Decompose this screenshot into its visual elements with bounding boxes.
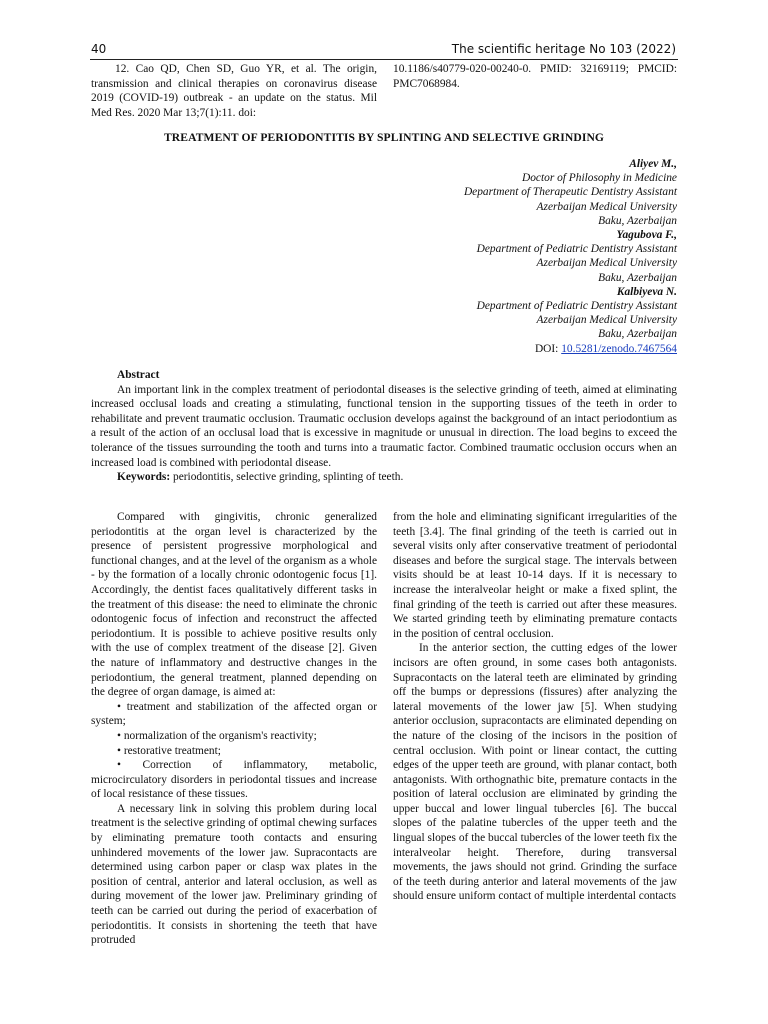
keywords-label: Keywords:: [117, 471, 171, 484]
body-paragraph: Compared with gingivitis, chronic generalized periodontitis at the organ level is characterized by the presence of persistent progressive morphological and functional changes, and at the level of the organism as a whole - by the formation of a locally chronic odontogenic focus [1]. Accordingly, the dentist faces qualitatively different tasks in the treatment of this disease: the need to eliminate the chronic odontogenic focus of infection and reconstruct the affected periodontium. It is possible to achieve positive results only with the use of complex treatment of the disease [2]. Given the nature of inflammatory and destructive changes in the periodontium, the general treatment, planned depending on the degree of organ damage, is aimed at:: [91, 511, 377, 699]
reference-left: 12. Cao QD, Chen SD, Guo YR, et al. The origin, transmission and clinical therapies on coronavirus disease 2019 (COVID-19) outbreak - an update on the status. Mil Med Res. 2020 Mar 13;7(1):11. doi:: [91, 63, 377, 119]
bullet-item: • Correction of inflammatory, metabolic, microcirculatory disorders in periodontal tissues and increase of local resistance of these tissues.: [91, 759, 377, 801]
author-name: Kalbiyeva N.: [616, 285, 677, 298]
body-right-column: [393, 510, 677, 904]
author-affiliation: Department of Pediatric Dentistry Assistant: [476, 300, 677, 313]
author-name: Yagubova F.,: [616, 229, 677, 242]
author-affiliation: Azerbaijan Medical University: [536, 257, 677, 270]
body-paragraph: A necessary link in solving this problem during local treatment is the selective grinding of optimal chewing surfaces by eliminating premature tooth contacts and ensuring unhindered movements of the lower jaw. Supracontacts are determined using carbon paper or clasp wax plates in the position of central, anterior and lateral occlusion, as well as during movement of the lower jaw. Preliminary grinding of teeth can be carried out during the period of exacerbation of periodontitis. It consists in shortening the teeth that have protruded: [91, 802, 377, 947]
journal-title: The scientific heritage No 103 (2022): [451, 42, 676, 56]
author-affiliation: Department of Pediatric Dentistry Assistant: [476, 243, 677, 256]
keywords-text: periodontitis, selective grinding, splinting of teeth.: [170, 471, 404, 484]
doi-line: [464, 342, 677, 356]
bullet-item: • treatment and stabilization of the affected organ or system;: [91, 700, 377, 728]
author-affiliation: Azerbaijan Medical University: [536, 200, 677, 213]
body-paragraph: from the hole and eliminating significant irregularities of the teeth [3.4]. The final grinding of the teeth is carried out in several visits only after conservative treatment of periodontal diseases and before the surgical stage. The intervals between visits should be at least 10-14 days. If it is necessary to increase the interalveolar height or make a fixed splint, the final grinding of the teeth is carried out after these measures. We started grinding teeth by eliminating premature contacts in the position of central occlusion.: [393, 511, 677, 640]
body-paragraph: In the anterior section, the cutting edges of the lower incisors are often ground, in some cases both antagonists. Supracontacts on the lateral teeth are eliminated by grinding off the bumps or depressions (fissures) after analyzing the lateral movements of the lower jaw [5]. When studying anterior occlusion, supracontacts are eliminated depending on the nature of the closing of the incisors in the position of central occlusion. With point or linear contact, the cutting edges of the upper teeth are ground, with planar contact, both antagonists. With orthognathic bite, premature contacts in the position of lateral occlusion are eliminated by grinding the upper buccal and lower lingual tubercles [6]. The buccal slopes of the palatine tubercles of the upper teeth and the lingual slopes of the buccal tubercles of the lower teeth fix the interalveolar height. Therefore, during transversal movements, the jaws should not grind. Grinding the surface of the teeth during anterior and lateral movements of the jaw should ensure uniform contact of multiple interdental contacts: [393, 642, 677, 903]
keywords-line: [91, 470, 677, 485]
author-affiliation: Baku, Azerbaijan: [598, 271, 677, 284]
reference-right: 10.1186/s40779-020-00240-0. PMID: 32169119; PMCID: PMC7068984.: [393, 63, 677, 90]
body-left-column: [91, 510, 377, 948]
abstract-section: [91, 368, 677, 485]
bullet-item: • restorative treatment;: [117, 744, 221, 757]
doi-label: DOI:: [534, 342, 562, 355]
author-affiliation: Doctor of Philosophy in Medicine: [521, 172, 677, 185]
author-block: [464, 157, 677, 356]
author-name: Aliyev M.,: [629, 158, 677, 170]
abstract-heading: Abstract: [117, 369, 160, 381]
author-affiliation: Baku, Azerbaijan: [598, 328, 677, 341]
bullet-item: • normalization of the organism's reactivity;: [117, 729, 317, 742]
author-affiliation: Azerbaijan Medical University: [536, 314, 677, 327]
author-affiliation: Baku, Azerbaijan: [598, 214, 677, 227]
header-rule: [90, 59, 678, 60]
page-number: 40: [91, 42, 107, 56]
doi-link[interactable]: 10.5281/zenodo.7467564: [561, 342, 677, 355]
abstract-text: An important link in the complex treatment of periodontal diseases is the selective grinding of teeth, aimed at eliminating increased occlusal loads and creating a stimulating, functional tension in the supporting tissues of the teeth in order to rehabilitate and prevent traumatic occlusion. Traumatic occlusion develops against the background of an intact periodontium as a result of the action of an occlusal load that is excessive in magnitude or unusual in direction. The load begins to exceed the tolerance of the tissues surrounding the tooth and turns into a traumatic factor. Combined traumatic occlusion occurs when an increased load is combined with periodontal disease.: [91, 383, 677, 469]
article-title: TREATMENT OF PERIODONTITIS BY SPLINTING AND SELECTIVE GRINDING: [163, 131, 605, 144]
author-affiliation: Department of Therapeutic Dentistry Assistant: [463, 186, 677, 199]
